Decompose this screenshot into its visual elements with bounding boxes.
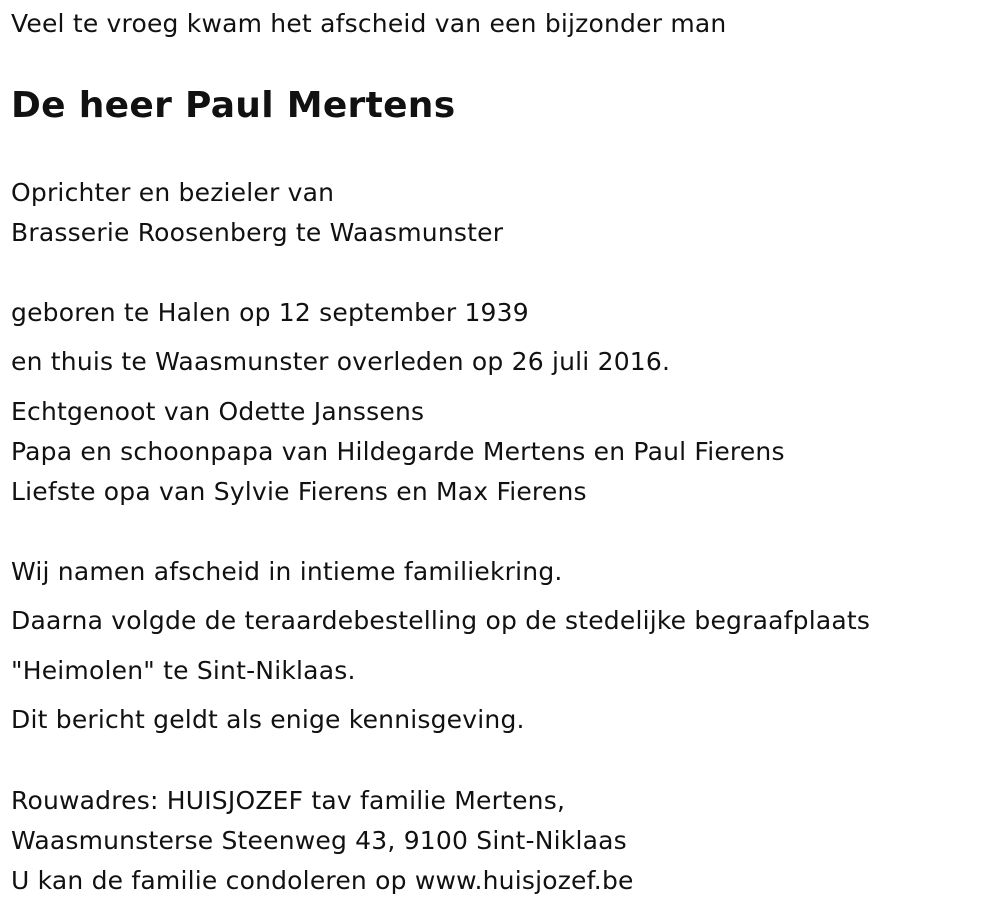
farewell-line-2: Daarna volgde de teraardebestelling op de stedelijke begraafplaats (11, 606, 871, 635)
family-spouse: Echtgenoot van Odette Janssens (11, 397, 425, 426)
farewell-line-1: Wij namen afscheid in intieme familiekring. (11, 557, 563, 586)
address-line-1: Rouwadres: HUISJOZEF tav familie Mertens, (11, 786, 566, 815)
condolence-line: U kan de familie condoleren op www.huisjozef.be (11, 866, 634, 895)
death-line: en thuis te Waasmunster overleden op 26 juli 2016. (11, 347, 671, 376)
deceased-name: De heer Paul Mertens (11, 85, 456, 126)
role-line-1: Oprichter en bezieler van (11, 178, 335, 207)
address-line-2: Waasmunsterse Steenweg 43, 9100 Sint-Niklaas (11, 826, 627, 855)
role-line-2: Brasserie Roosenberg te Waasmunster (11, 218, 504, 247)
farewell-line-3: "Heimolen" te Sint-Niklaas. (11, 656, 356, 685)
family-grandchildren: Liefste opa van Sylvie Fierens en Max Fierens (11, 477, 587, 506)
farewell-line-4: Dit bericht geldt als enige kennisgeving. (11, 705, 525, 734)
family-children: Papa en schoonpapa van Hildegarde Mertens en Paul Fierens (11, 437, 785, 466)
intro-text: Veel te vroeg kwam het afscheid van een bijzonder man (11, 9, 727, 38)
birth-line: geboren te Halen op 12 september 1939 (11, 298, 529, 327)
